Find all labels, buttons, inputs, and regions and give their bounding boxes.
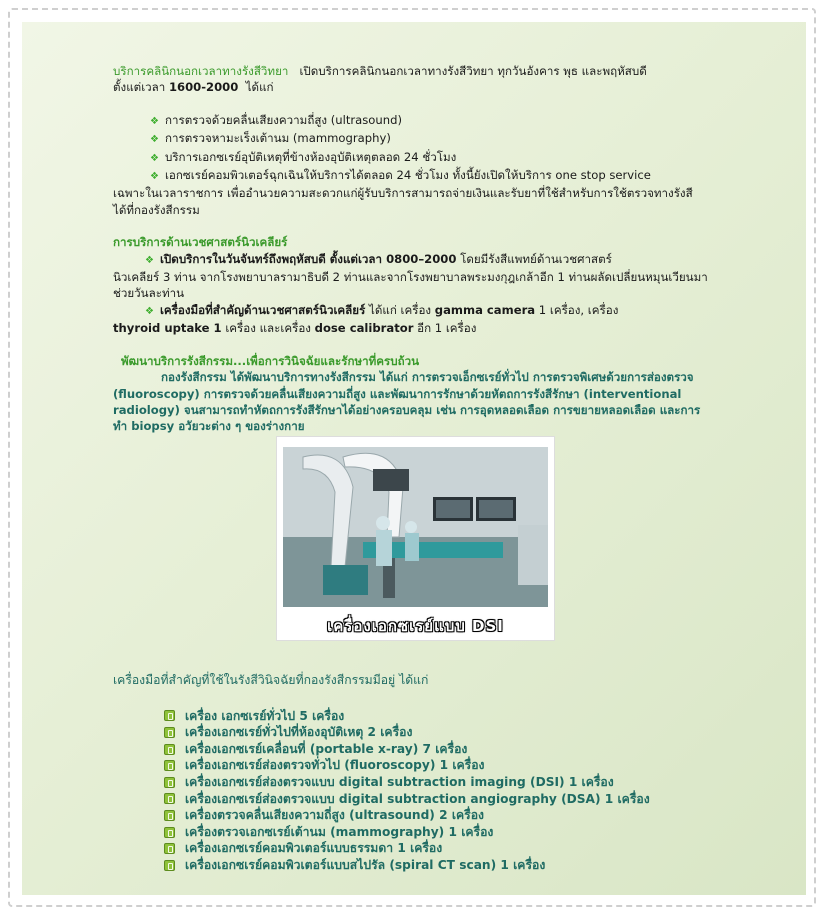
list-item: [164, 840, 733, 857]
list-item-text: บริการเอกซเรย์อุบัติเหตุที่ข้างห้องอุบัติเหตุตลอด 24 ชั่วโมง: [164, 149, 457, 164]
section3-heading: พัฒนาบริการรังสีกรรม...เพื่อการวินิจฉัยและรักษาที่ครบถ้วน: [121, 353, 420, 368]
list-item: [164, 741, 733, 758]
dose-calibrator-text: dose calibrator: [314, 321, 414, 336]
list-item: [164, 708, 733, 725]
equipment-section: [113, 672, 733, 874]
list-item-text: เครื่องเอกซเรย์ส่องตรวจแบบ digital subtraction angiography (DSA) 1 เครื่อง: [185, 791, 650, 806]
section2-p2-after-gamma: 1 เครื่อง, เครื่อง: [535, 302, 619, 317]
section2-p2-mid: ได้แก่ เครื่อง: [365, 302, 435, 317]
box-bullet-icon: [164, 793, 175, 804]
list-item-text: เครื่องเอกซเรย์ส่องตรวจทั่วไป (fluoroscopy) 1 เครื่อง: [185, 758, 485, 773]
list-item: [113, 112, 713, 130]
equipment-section-title: เครื่องมือที่สำคัญที่ใช้ในรังสีวินิจฉัยที่กองรังสีกรรมมีอยู่ ได้แก่: [113, 673, 429, 687]
list-item-text: เครื่องเอกซเรย์ทั่วไปที่ห้องอุบัติเหตุ 2 เครื่อง: [185, 725, 413, 740]
list-item-text: เครื่อง เอกซเรย์ทั่วไป 5 เครื่อง: [185, 708, 345, 723]
section1-time-prefix: ตั้งแต่เวลา: [113, 80, 166, 95]
section1-heading: บริการคลินิกนอกเวลาทางรังสีวิทยา: [113, 64, 289, 78]
diamond-bullet-icon: ❖: [150, 134, 159, 146]
section2-hours: เปิดบริการในวันจันทร์ถึงพฤหัสบดี ตั้งแต่เวลา 0800–2000: [159, 251, 457, 266]
section1-time-suffix: ได้แก่: [245, 80, 274, 95]
section1-continuation: เฉพาะในเวลาราชการ เพื่ออำนวยความสะดวกแก่ผู้รับบริการสามารถจ่ายเงินและรับยาที่ใช้สำหรับการใช้ตรวจทางรังสีได้ที่กองรังสีกรรม: [113, 186, 693, 217]
list-item-text: การตรวจด้วยคลื่นเสียงความถี่สูง (ultrasound): [164, 112, 402, 127]
equipment-list: [113, 708, 733, 874]
xray-room-illustration: [283, 447, 548, 607]
section3-body: กองรังสีกรรม ได้พัฒนาบริการทางรังสีกรรม ได้แก่ การตรวจเอ็กซเรย์ทั่วไป การตรวจพิเศษด้วยการส่องตรวจ (fluoroscopy) การตรวจด้วยคลื่นเสียงความถี่สูง และพัฒนาการรักษาด้วยหัตถการรังสีรักษา (interventional radiology) จนสามารถทำหัตถการรังสีรักษาได้อย่างครอบคลุม เช่น การอุดหลอดเลือด การขยายหลอดเลือด และการทำ biopsy อวัยวะต่าง ๆ ของร่างกาย: [113, 370, 701, 434]
section2-p2-end: อีก 1 เครื่อง: [413, 321, 477, 336]
box-bullet-icon: [164, 810, 175, 821]
box-bullet-icon: [164, 860, 175, 871]
thyroid-uptake-text: thyroid uptake 1: [113, 321, 222, 336]
list-item-text: เครื่องเอกซเรย์ส่องตรวจแบบ digital subtraction imaging (DSI) 1 เครื่อง: [185, 774, 614, 789]
main-content: [113, 63, 713, 435]
box-bullet-icon: [164, 827, 175, 838]
list-item: [164, 791, 733, 808]
diamond-bullet-icon: ❖: [150, 152, 159, 164]
list-item-text: เครื่องเอกซเรย์คอมพิวเตอร์แบบธรรมดา 1 เครื่อง: [185, 841, 443, 856]
list-item-text: เครื่องตรวจคลื่นเสียงความถี่สูง (ultrasound) 2 เครื่อง: [185, 808, 484, 823]
list-item-text: เครื่องตรวจเอกซเรย์เต้านม (mammography) 1 เครื่อง: [185, 824, 494, 839]
section2-paragraph-1: [113, 251, 713, 302]
list-item-text: เครื่องเอกซเรย์เคลื่อนที่ (portable x-ray) 7 เครื่อง: [185, 741, 468, 756]
list-item: [113, 167, 713, 185]
box-bullet-icon: [164, 760, 175, 771]
section1-intro: [113, 63, 713, 96]
section2-p1-rest: โดยมีรังสีแพทย์ด้านเวชศาสตร์: [456, 251, 612, 266]
box-bullet-icon: [164, 710, 175, 721]
list-item-text: เอกซเรย์คอมพิวเตอร์ฉุกเฉินให้บริการได้ตลอด 24 ชั่วโมง ทั้งนี้ยังเปิดให้บริการ one stop service: [164, 168, 651, 183]
section1-time: 1600-2000: [168, 80, 239, 95]
section2-p2-after-thyroid: เครื่อง และเครื่อง: [221, 321, 315, 336]
box-bullet-icon: [164, 727, 175, 738]
section2-heading: การบริการด้านเวชศาสตร์นิวเคลียร์: [113, 235, 288, 250]
box-bullet-icon: [164, 744, 175, 755]
list-item: [164, 857, 733, 874]
list-item: [164, 757, 733, 774]
operating-room-image: [283, 447, 548, 607]
diamond-bullet-icon: ❖: [150, 171, 159, 183]
diamond-bullet-icon: ❖: [150, 115, 159, 127]
list-item-text: การตรวจหามะเร็งเต้านม (mammography): [164, 131, 391, 146]
diamond-bullet-icon: ❖: [145, 305, 154, 317]
list-item: [164, 774, 733, 791]
box-bullet-icon: [164, 777, 175, 788]
section2-p1-continuation: นิวเคลียร์ 3 ท่าน จากโรงพยาบาลรามาธิบดี 2 ท่านและจากโรงพยาบาลพระมงกุฎเกล้าอีก 1 ท่านผลัดเปลี่ยนหมุนเวียนมาช่วยวันละท่าน: [113, 270, 708, 301]
photo-caption: เครื่องเอกซเรย์แบบ DSI: [327, 617, 504, 635]
list-item-text: เครื่องเอกซเรย์คอมพิวเตอร์แบบสไปรัล (spiral CT scan) 1 เครื่อง: [185, 857, 546, 872]
gamma-camera-text: gamma camera: [434, 302, 536, 317]
list-item: [164, 807, 733, 824]
diamond-bullet-icon: ❖: [145, 254, 154, 266]
list-item: [164, 724, 733, 741]
list-item: [164, 824, 733, 841]
list-item: [113, 130, 713, 148]
section2-paragraph-2: [113, 302, 713, 337]
section1-intro-text: เปิดบริการคลินิกนอกเวลาทางรังสีวิทยา ทุกวันอังคาร พุธ และพฤหัสบดี: [299, 64, 647, 78]
dsi-machine-photo: [276, 436, 555, 641]
section2-equipment-label: เครื่องมือที่สำคัญด้านเวชศาสตร์นิวเคลียร์: [159, 302, 366, 317]
list-item: [113, 149, 713, 167]
box-bullet-icon: [164, 843, 175, 854]
